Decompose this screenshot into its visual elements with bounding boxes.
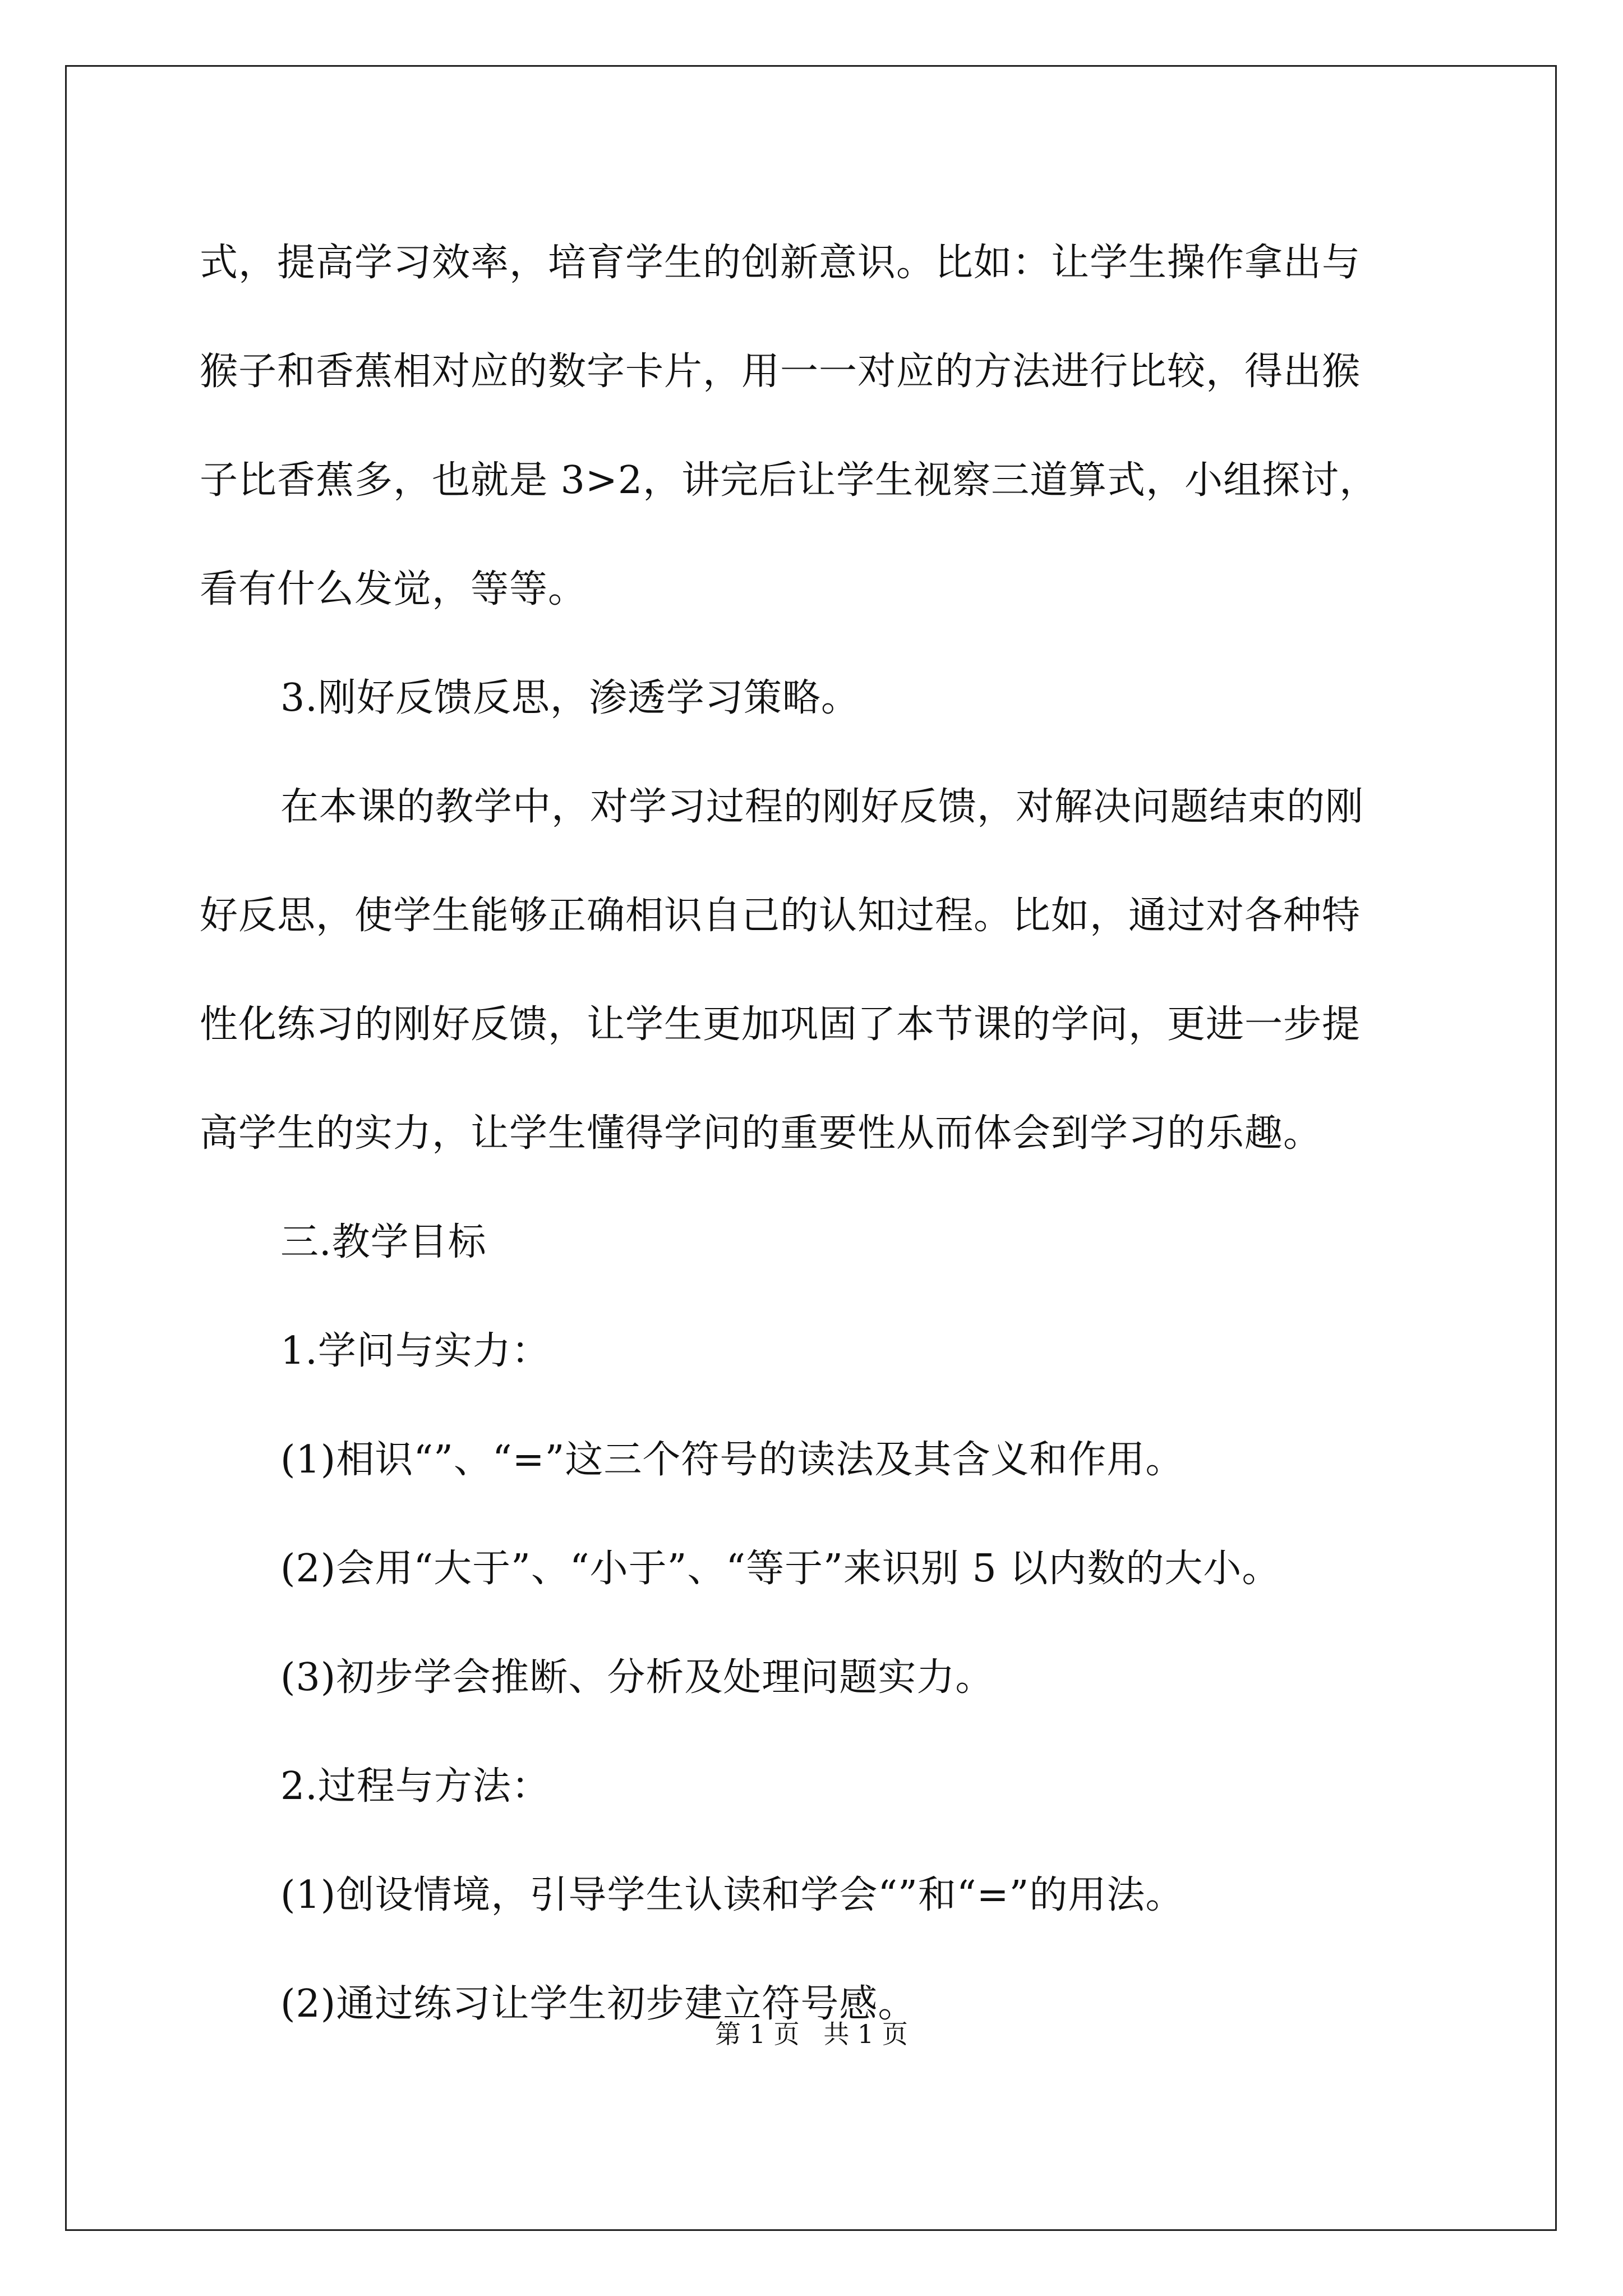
section-heading: 3.刚好反馈反思，渗透学习策略。 <box>280 676 860 720</box>
list-item: (2)会用“大于”、“小于”、“等于”来识别 5 以内数的大小。 <box>280 1547 1281 1591</box>
list-item: (3)初步学会推断、分析及处理问题实力。 <box>280 1655 994 1700</box>
section-heading: 三.教学目标 <box>280 1220 487 1264</box>
list-item: (2)通过练习让学生初步建立符号感。 <box>280 1982 917 2026</box>
page-total: 共 1 页 <box>823 2019 908 2049</box>
page-footer <box>0 2014 1623 2051</box>
text-line: 性化练习的刚好反馈，让学生更加巩固了本节课的学问，更进一步提 <box>200 1002 1361 1047</box>
text-line: 看有什么发觉，等等。 <box>200 567 587 611</box>
list-item: (1)相识“”、“=”这三个符号的读法及其含义和作用。 <box>280 1438 1184 1482</box>
text-line: 高学生的实力，让学生懂得学问的重要性从而体会到学习的乐趣。 <box>200 1111 1322 1156</box>
text-line: 猴子和香蕉相对应的数字卡片，用一一对应的方法进行比较，得出猴 <box>200 349 1361 394</box>
page-number: 第 1 页 <box>715 2019 800 2049</box>
list-item: (1)创设情境，引导学生认读和学会“”和“=”的用法。 <box>280 1873 1184 1917</box>
text-line: 好反思，使学生能够正确相识自己的认知过程。比如，通过对各种特 <box>200 894 1361 938</box>
text-line: 在本课的教学中，对学习过程的刚好反馈，对解决问题结束的刚 <box>280 785 1364 829</box>
document-body <box>200 209 1433 2059</box>
text-line: 式，提高学习效率，培育学生的创新意识。比如：让学生操作拿出与 <box>200 241 1361 285</box>
text-line: 子比香蕉多，也就是 3>2，讲完后让学生视察三道算式，小组探讨， <box>200 458 1378 503</box>
subsection-heading: 1.学问与实力： <box>280 1329 550 1373</box>
subsection-heading: 2.过程与方法： <box>280 1764 550 1809</box>
